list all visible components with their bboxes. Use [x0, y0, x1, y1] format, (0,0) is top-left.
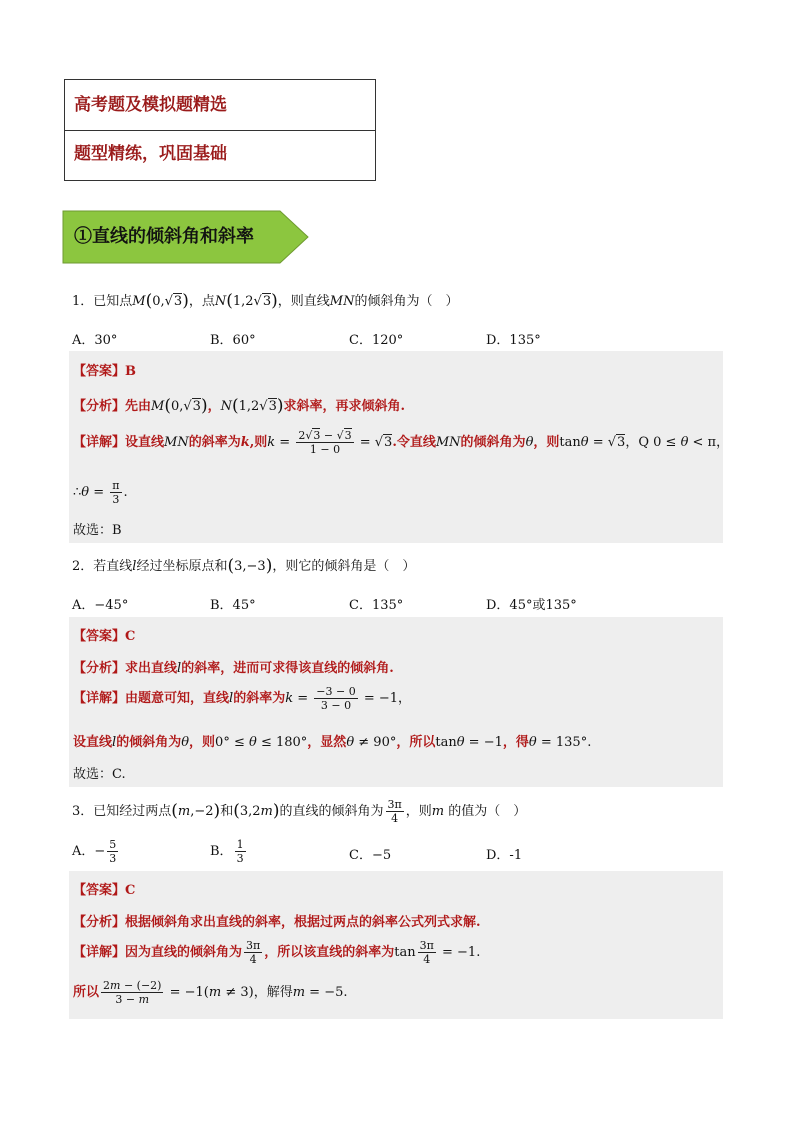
header-subtitle: 题型精练，巩固基础	[65, 130, 375, 181]
section-banner	[62, 210, 309, 264]
q2-answer: 【答案】C	[73, 629, 136, 644]
q2-solution-panel	[69, 617, 723, 787]
q1-option-d: D．135°	[486, 333, 541, 348]
q2-option-d: D．45°或135°	[486, 598, 577, 613]
q1-solution-panel	[69, 351, 730, 543]
header-title: 高考题及模拟题精选	[74, 95, 227, 115]
q1-option-a: A．30°	[72, 333, 118, 348]
q1-detail-result: ∴θ = $\frac{\pi}{3}$ .	[73, 479, 128, 506]
q3-option-b: B． $\frac{1}{3}$	[210, 838, 244, 865]
q2-detail: 【详解】由题意可知，直线l的斜率为k = $\frac{-3 - 0}{3 - 0}$ = −1，	[73, 685, 412, 712]
header-box	[64, 79, 376, 181]
question-2-stem: 2．若直线l经过坐标原点和(3,−3)，则它的倾斜角是（ ）	[72, 556, 416, 576]
q2-option-c: C．135°	[349, 598, 404, 613]
q3-option-c: C．−5	[349, 848, 392, 863]
section-title: ①直线的倾斜角和斜率	[74, 226, 254, 247]
q1-detail: 【详解】设直线MN的斜率为k,则k = $\frac{2√3 - √3}{1 - 0}$ = √3.令直线MN的倾斜角为θ，则tanθ = √3，Q 0 ≤ θ < π，	[73, 429, 730, 456]
q2-option-b: B．45°	[210, 598, 256, 613]
q3-analysis: 【分析】根据倾斜角求出直线的斜率，根据过两点的斜率公式列式求解.	[73, 915, 481, 930]
q3-detail: 【详解】因为直线的倾斜角为 $\frac{3\pi}{4}$ ，所以该直线的斜率为tan $\frac{3\pi}{4}$ = −1.	[73, 939, 481, 966]
q3-detail-line2: 所以 $\frac{2m - (-2)}{3 - m}$ = −1(m ≠ 3)，解得m = −5.	[73, 979, 348, 1006]
q3-answer: 【答案】C	[73, 883, 136, 898]
question-1-stem: 1．已知点M(0,√3)，点N(1,2√3)，则直线MN的倾斜角为（ ）	[72, 291, 459, 311]
q1-option-c: C．120°	[349, 333, 404, 348]
q3-solution-panel	[69, 871, 723, 1019]
q3-option-a: A．− $\frac{5}{3}$	[72, 838, 117, 865]
q1-option-b: B．60°	[210, 333, 256, 348]
q1-answer: 【答案】B	[73, 364, 137, 379]
q1-conclusion: 故选：B	[73, 523, 122, 538]
q2-conclusion: 故选：C.	[73, 767, 126, 782]
q3-option-d: D．-1	[486, 848, 523, 863]
q1-analysis: 【分析】先由M(0,√3)，N(1,2√3)求斜率，再求倾斜角.	[73, 396, 406, 416]
q2-detail-line2: 设直线l的倾斜角为θ，则0° ≤ θ ≤ 180°，显然θ ≠ 90°，所以tanθ = −1，得θ = 135°.	[73, 735, 592, 750]
q2-analysis: 【分析】求出直线l的斜率，进而可求得该直线的倾斜角.	[73, 661, 394, 676]
q2-option-a: A．−45°	[72, 598, 129, 613]
question-3-stem: 3．已知经过两点(m,−2)和(3,2m)的直线的倾斜角为 $\frac{3\pi}{4}$ ，则m 的值为（ ）	[72, 798, 527, 825]
